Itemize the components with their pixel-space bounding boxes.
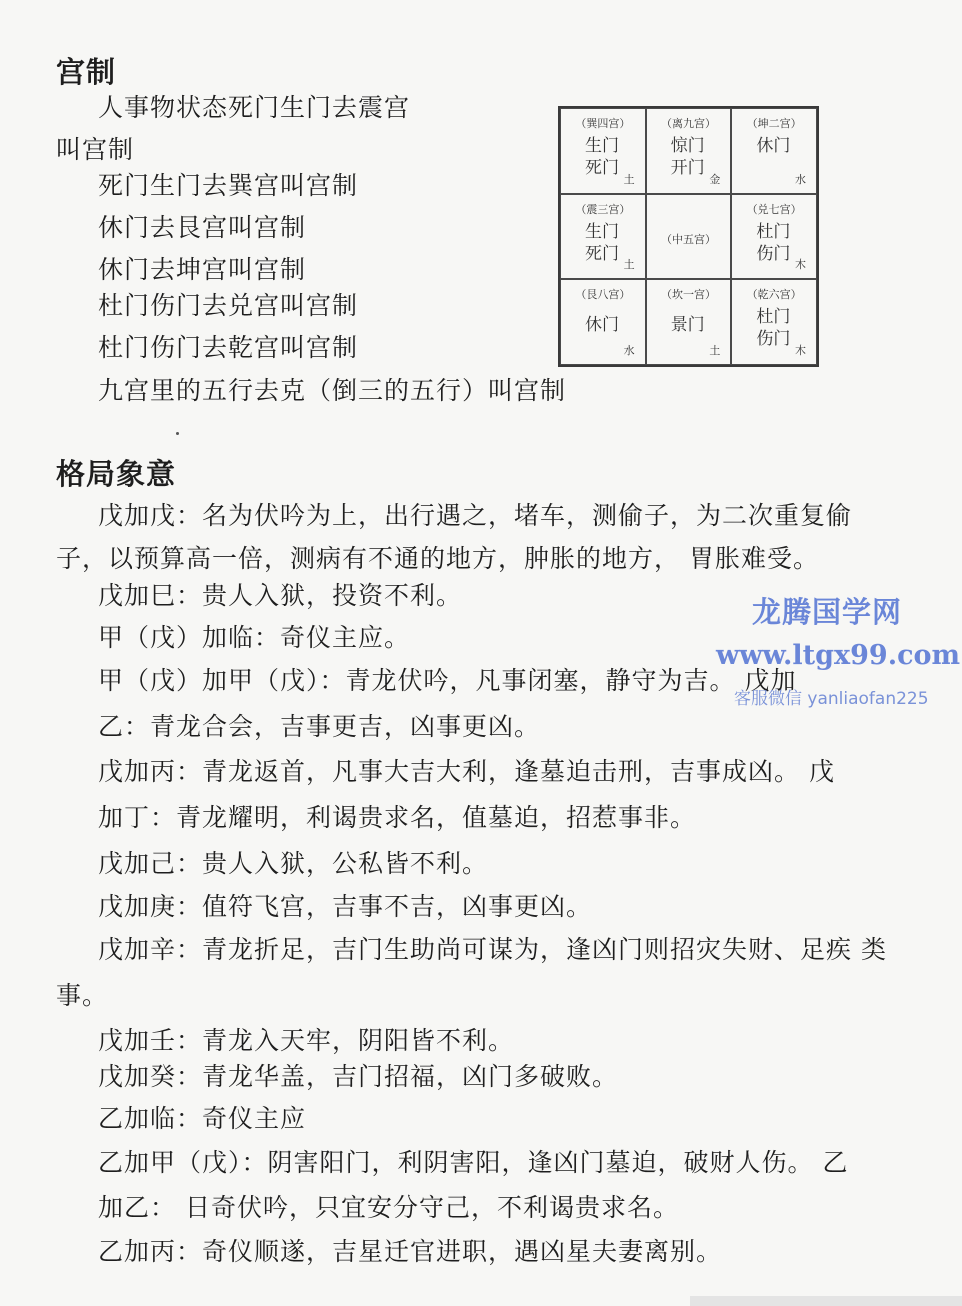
text-line: 休门去坤宫叫宫制: [98, 255, 307, 284]
watermark-site-name: 龙腾国学网: [752, 595, 903, 629]
palace-title: （坎一宫）: [660, 288, 716, 302]
element-label: 金: [709, 172, 721, 186]
section-heading-palace-control: 宫制: [56, 55, 117, 89]
text-line: 乙：青龙合会，吉事更吉，凶事更凶。: [98, 712, 541, 741]
text-line: 乙加甲（戊）：阴害阳门，利阴害阳，逢凶门墓迫，破财人伤。 乙: [98, 1148, 849, 1177]
gate-label: 杜门: [756, 307, 791, 328]
palace-cell-kun2: [731, 108, 817, 194]
gate-label: 杜门: [756, 221, 791, 242]
text-line: 戊加丙：青龙返首，凡事大吉大利，逢墓迫击刑，吉事成凶。 戊: [98, 757, 835, 786]
bottom-overlay-bar: [690, 1296, 962, 1306]
text-line: 死门生门去巽宫叫宫制: [98, 171, 359, 200]
element-label: 土: [623, 258, 635, 272]
palace-cell-kan1: [646, 279, 732, 365]
text-line: 戊加辛：青龙折足，吉门生助尚可谋为，逢凶门则招灾失财、足疾 类: [98, 935, 887, 964]
text-line: 子，以预算高一倍，测病有不通的地方，肿胀的地方， 胃胀难受。: [56, 544, 819, 573]
watermark-contact: 客服微信 yanliaofan225: [734, 689, 929, 709]
gate-label: 休门: [756, 136, 791, 156]
element-label: 土: [709, 343, 721, 357]
text-line: 戊加戊：名为伏吟为上，出行遇之，堵车，测偷子，为二次重复偷: [98, 501, 853, 530]
gate-label: 死门: [585, 158, 619, 178]
text-line: 人事物状态死门生门去震宫: [98, 93, 411, 122]
palace-title: （艮八宫）: [575, 288, 631, 302]
gate-label: 生门: [585, 221, 619, 242]
palace-cell-dui7: [731, 194, 817, 280]
text-line: 叫宫制: [56, 135, 135, 164]
gate-label: 惊门: [670, 136, 705, 156]
ink-dot: [176, 432, 179, 435]
palace-title: （震三宫）: [575, 202, 631, 216]
watermark-url: www.ltgx99.com: [716, 640, 961, 671]
element-label: 木: [794, 343, 806, 357]
palace-cell-li9: [646, 108, 732, 194]
palace-cell-gen8: [560, 279, 646, 365]
text-line: 戊加己：贵人入狱，公私皆不利。: [98, 849, 489, 878]
text-line: 乙加丙：奇仪顺遂，吉星迁官进职，遇凶星夫妻离别。: [98, 1237, 723, 1266]
section-heading-patterns: 格局象意: [56, 457, 177, 491]
text-line: 事。: [56, 981, 109, 1010]
gate-label: 休门: [585, 315, 619, 336]
palace-cell-xun4: [560, 108, 646, 194]
text-line: 戊加庚：值符飞宫，吉事不吉，凶事更凶。: [98, 892, 593, 921]
text-line: 戊加壬：青龙入天牢，阴阳皆不利。: [98, 1026, 515, 1055]
gate-label: 死门: [585, 243, 619, 264]
text-line: 加乙： 日奇伏吟，只宜安分守己，不利谒贵求名。: [98, 1193, 679, 1222]
palace-title: （兑七宫）: [746, 202, 802, 216]
gate-label: 伤门: [756, 243, 791, 264]
text-line: 杜门伤门去兑宫叫宫制: [98, 291, 359, 320]
text-line: 戊加癸：青龙华盖，吉门招福，凶门多破败。: [98, 1062, 619, 1091]
gate-label: 景门: [670, 315, 705, 336]
element-label: 木: [794, 258, 806, 272]
text-line: 杜门伤门去乾宫叫宫制: [98, 333, 359, 362]
palace-cell-zhen3: [560, 194, 646, 280]
palace-title: （中五宫）: [660, 232, 716, 246]
palace-title: （离九宫）: [660, 117, 716, 130]
text-line: 甲（戊）加临：奇仪主应。: [98, 623, 411, 652]
text-line: 休门去艮宫叫宫制: [98, 213, 307, 242]
palace-cell-center5: [646, 194, 732, 280]
gate-label: 开门: [670, 158, 705, 178]
element-label: 土: [623, 172, 635, 186]
palace-cell-qian6: [731, 279, 817, 365]
gate-label: 生门: [585, 136, 619, 156]
element-label: 水: [794, 172, 806, 186]
element-label: 水: [623, 343, 635, 357]
text-line: 九宫里的五行去克（倒三的五行）叫宫制: [98, 376, 567, 405]
text-line: 甲（戊）加甲（戊）：青龙伏吟，凡事闭塞，静守为吉。 戊加: [98, 666, 797, 695]
text-line: 乙加临：奇仪主应: [98, 1104, 307, 1133]
text-line: 戊加巳：贵人入狱，投资不利。: [98, 581, 463, 610]
palace-title: （乾六宫）: [746, 288, 802, 302]
nine-palace-grid: [558, 106, 819, 367]
palace-title: （坤二宫）: [746, 117, 802, 130]
gate-label: 伤门: [756, 329, 791, 350]
palace-title: （巽四宫）: [575, 117, 631, 130]
text-line: 加丁：青龙耀明，利谒贵求名，值墓迫，招惹事非。: [98, 803, 697, 832]
